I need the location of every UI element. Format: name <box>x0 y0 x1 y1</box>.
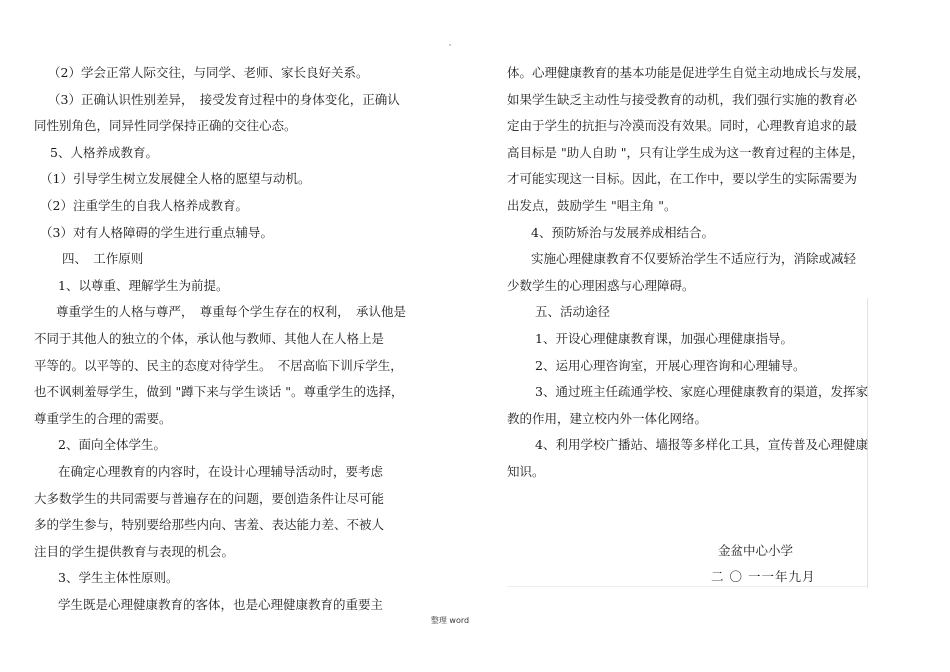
text-line: 多的学生参与，特别要给那些内向、害羞、表达能力差、不被人 <box>34 517 385 533</box>
text-line: 1、以尊重、理解学生为前提。 <box>58 277 229 293</box>
right-column <box>507 60 870 486</box>
text-line: （2）注重学生的自我人格养成教育。 <box>40 197 248 213</box>
text-line: 也不讽刺羞辱学生，做到 "蹲下来与学生谈话 "。尊重学生的选择， <box>34 384 404 400</box>
text-line: 同性别角色，同异性同学保持正确的交往心态。 <box>34 118 297 134</box>
text-line: 在确定心理教育的内容时，在设计心理辅导活动时，要考虑 <box>58 463 384 479</box>
text-line: 四、 工作原则 <box>62 251 144 267</box>
text-line: 少数学生的心理困惑与心理障碍。 <box>507 277 695 293</box>
text-line: 教的作用，建立校内外一体化网络。 <box>507 410 708 426</box>
text-line: 尊重学生的合理的需要。 <box>34 410 172 426</box>
text-line: 尊重学生的人格与尊严， 尊重每个学生存在的权利， 承认他是 <box>56 304 407 320</box>
text-line: 3、学生主体性原则。 <box>58 570 179 586</box>
page-footer: 整理 word <box>430 616 470 625</box>
text-line: （1）引导学生树立发展健全人格的愿望与动机。 <box>40 171 311 187</box>
text-line: 才可能实现这一目标。因此，在工作中，要以学生的实际需要为 <box>507 171 858 187</box>
text-line: 大多数学生的共同需要与普遍存在的问题，要创造条件让尽可能 <box>34 490 385 506</box>
text-line: 体。心理健康教育的基本功能是促进学生自觉主动地成长与发展， <box>507 65 870 80</box>
text-line: （3）正确认识性别差异， 接受发育过程中的身体变化，正确认 <box>48 91 400 107</box>
text-line: 学生既是心理健康教育的客体，也是心理健康教育的重要主 <box>58 596 384 612</box>
text-line: 出发点，鼓励学生 "唱主角 "。 <box>507 197 677 213</box>
text-line: 定由于学生的抗拒与冷漠而没有效果。同时，心理教育追求的最 <box>507 118 858 134</box>
text-line: 2、运用心理咨询室，开展心理咨询和心理辅导。 <box>535 357 806 373</box>
page-mark <box>449 44 451 46</box>
text-line: 平等的。以平等的、民主的态度对待学生。 不居高临下训斥学生， <box>34 357 403 373</box>
text-line: （3）对有人格障碍的学生进行重点辅导。 <box>40 224 273 240</box>
signature-date: 二 〇 一一年九月 <box>711 569 816 584</box>
text-line: 高目标是 "助人自助 "，只有让学生成为这一教育过程的主体是， <box>507 144 864 160</box>
text-line: （2）学会正常人际交往，与同学、老师、家长良好关系。 <box>48 65 369 80</box>
text-line: 五、活动途径 <box>535 304 611 320</box>
signature-school: 金盆中心小学 <box>718 543 794 558</box>
text-line: 5、人格养成教育。 <box>50 144 158 160</box>
text-line: 4、利用学校广播站、墙报等多样化工具，宣传普及心理健康 <box>535 437 868 453</box>
left-column <box>34 60 434 618</box>
text-line: 不同于其他人的独立的个体，承认他与教师、其他人在人格上是 <box>34 330 385 346</box>
text-line: 实施心理健康教育不仅要矫治学生不适应行为，消除或减轻 <box>531 251 857 267</box>
text-line: 2、面向全体学生。 <box>58 437 166 453</box>
text-line: 注目的学生提供教育与表现的机会。 <box>34 543 235 559</box>
text-line: 4、预防矫治与发展养成相结合。 <box>531 224 714 240</box>
text-line: 3、通过班主任疏通学校、家庭心理健康教育的渠道，发挥家 <box>535 384 868 400</box>
text-line: 如果学生缺乏主动性与接受教育的动机，我们强行实施的教育必 <box>507 91 858 107</box>
text-line: 知识。 <box>507 463 545 479</box>
text-line: 1、开设心理健康教育课，加强心理健康指导。 <box>535 330 793 346</box>
